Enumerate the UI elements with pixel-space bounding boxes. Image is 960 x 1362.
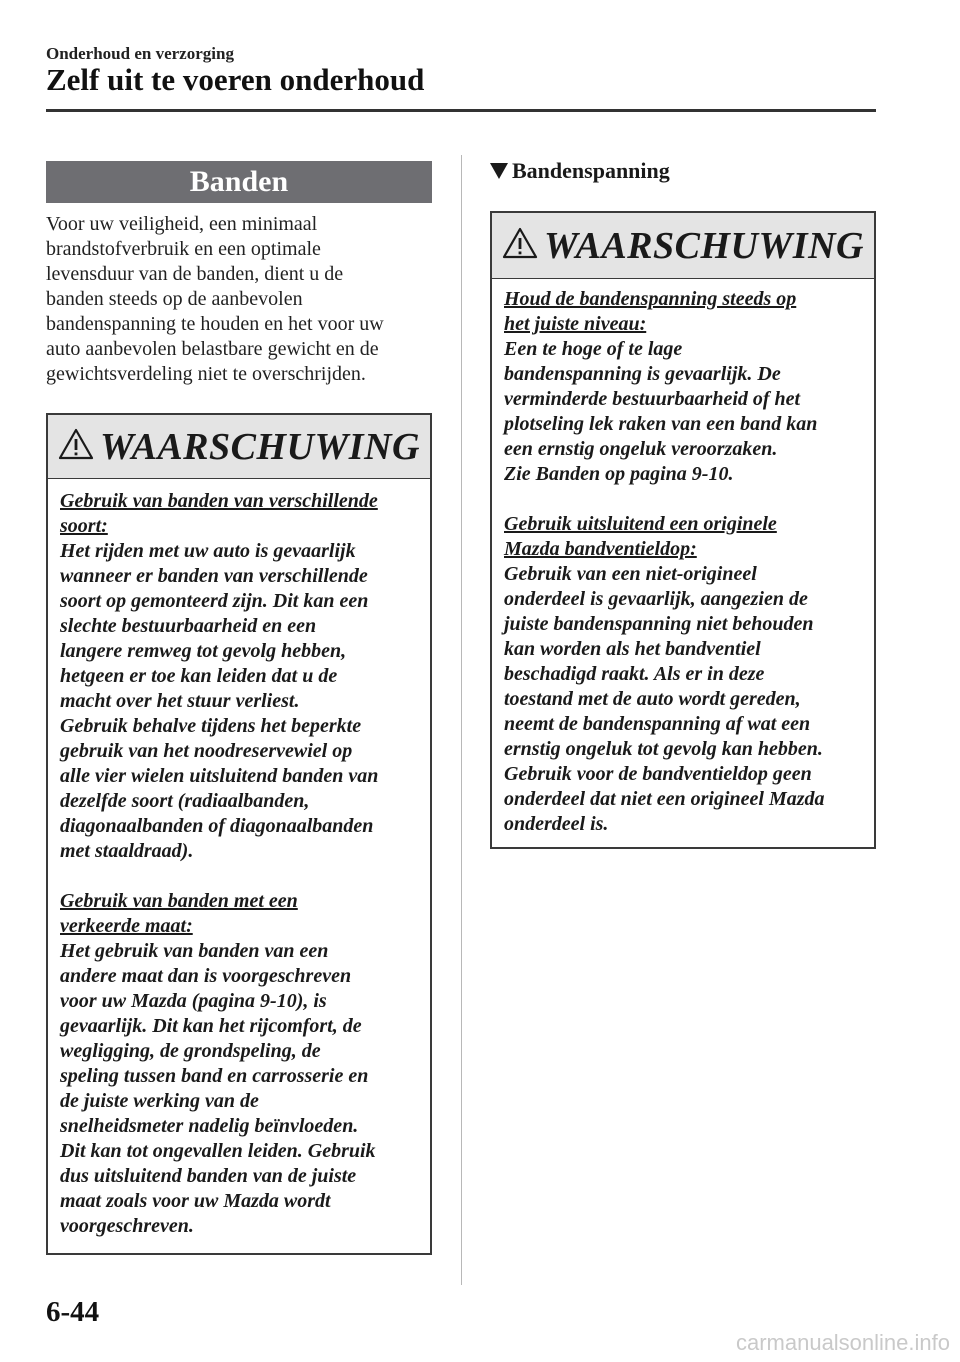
warning-line: Een te hoge of te lage <box>504 338 683 360</box>
warning-line: Gebruik behalve tijdens het beperkte <box>60 715 362 737</box>
warning-subheading: soort: <box>60 515 108 537</box>
paragraph-gap <box>504 487 864 512</box>
warning-subheading: Gebruik van banden met een <box>60 890 298 912</box>
warning-line: snelheidsmeter nadelig beïnvloeden. <box>60 1115 359 1137</box>
subsection-heading <box>490 158 670 184</box>
warning-line: onderdeel is gevaarlijk, aangezien de <box>504 588 808 610</box>
intro-line: auto aanbevolen belastbare gewicht en de <box>46 338 379 360</box>
warning-line: voor uw Mazda (pagina 9-10), is <box>60 990 327 1012</box>
warning-line: slechte bestuurbaarheid en een <box>60 615 317 637</box>
page-number: 6-44 <box>46 1296 100 1328</box>
warning-subheading: Mazda bandventieldop: <box>504 538 697 560</box>
title-rule <box>46 109 876 112</box>
warning-triangle-icon <box>502 227 544 264</box>
warning-line: langere remweg tot gevolg hebben, <box>60 640 347 662</box>
warning-line: andere maat dan is voorgeschreven <box>60 965 352 987</box>
warning-box-left <box>46 413 432 1255</box>
warning-line: wanneer er banden van verschillende <box>60 565 368 587</box>
warning-line: voorgeschreven. <box>60 1215 194 1237</box>
warning-subheading: verkeerde maat: <box>60 915 193 937</box>
warning-line: Gebruik voor de bandventieldop geen <box>504 763 812 785</box>
warning-body <box>492 279 874 837</box>
section-kicker: Onderhoud en verzorging <box>46 44 234 63</box>
warning-line: kan worden als het bandventiel <box>504 638 761 660</box>
warning-box-right <box>490 211 876 849</box>
warning-line: juiste bandenspanning niet behouden <box>504 613 814 635</box>
warning-header <box>492 213 874 279</box>
intro-line: bandenspanning te houden en het voor uw <box>46 313 384 335</box>
page-title: Zelf uit te voeren onderhoud <box>46 62 425 97</box>
warning-title: WAARSCHUWING <box>544 224 864 267</box>
warning-line: wegligging, de grondspeling, de <box>60 1040 321 1062</box>
warning-subheading: het juiste niveau: <box>504 313 647 335</box>
warning-line: Dit kan tot ongevallen leiden. Gebruik <box>60 1140 376 1162</box>
warning-line: soort op gemonteerd zijn. Dit kan een <box>60 590 369 612</box>
warning-line: Gebruik van een niet-origineel <box>504 563 757 585</box>
warning-line: met staaldraad). <box>60 840 194 862</box>
warning-line: onderdeel is. <box>504 813 609 835</box>
warning-line: toestand met de auto wordt gereden, <box>504 688 801 710</box>
triangle-bullet-icon <box>490 163 508 179</box>
warning-line: onderdeel dat niet een origineel Mazda <box>504 788 825 810</box>
warning-line: neemt de bandenspanning af wat een <box>504 713 811 735</box>
intro-paragraph <box>46 212 438 387</box>
warning-line: bandenspanning is gevaarlijk. De <box>504 363 781 385</box>
warning-line: gevaarlijk. Dit kan het rijcomfort, de <box>60 1015 362 1037</box>
warning-line: plotseling lek raken van een band kan <box>504 413 818 435</box>
warning-line: verminderde bestuurbaarheid of het <box>504 388 801 410</box>
warning-line: een ernstig ongeluk veroorzaken. <box>504 438 778 460</box>
warning-line: hetgeen er toe kan leiden dat u de <box>60 665 338 687</box>
warning-header <box>48 415 430 479</box>
warning-line: de juiste werking van de <box>60 1090 259 1112</box>
warning-line: dus uitsluitend banden van de juiste <box>60 1165 357 1187</box>
warning-subheading: Houd de bandenspanning steeds op <box>504 288 797 310</box>
warning-line: speling tussen band en carrosserie en <box>60 1065 369 1087</box>
warning-line: ernstig ongeluk tot gevolg kan hebben. <box>504 738 823 760</box>
section-banner: Banden <box>46 161 432 203</box>
warning-line: Het gebruik van banden van een <box>60 940 329 962</box>
intro-line: Voor uw veiligheid, een minimaal <box>46 213 318 235</box>
warning-line: maat zoals voor uw Mazda wordt <box>60 1190 331 1212</box>
warning-line: Het rijden met uw auto is gevaarlijk <box>60 540 356 562</box>
intro-line: banden steeds op de aanbevolen <box>46 288 303 310</box>
warning-title: WAARSCHUWING <box>100 425 420 468</box>
intro-line: levensduur van de banden, dient u de <box>46 263 344 285</box>
warning-body <box>48 479 430 1239</box>
intro-line: brandstofverbruik en een optimale <box>46 238 321 260</box>
warning-line: diagonaalbanden of diagonaalbanden <box>60 815 374 837</box>
warning-line: macht over het stuur verliest. <box>60 690 300 712</box>
warning-triangle-icon <box>58 428 100 465</box>
warning-subheading: Gebruik uitsluitend een originele <box>504 513 777 535</box>
column-divider <box>461 155 462 1285</box>
warning-line: dezelfde soort (radiaalbanden, <box>60 790 310 812</box>
subsection-heading-label: Bandenspanning <box>512 158 670 183</box>
warning-line: alle vier wielen uitsluitend banden van <box>60 765 379 787</box>
paragraph-gap <box>60 864 420 889</box>
warning-line: gebruik van het noodreservewiel op <box>60 740 353 762</box>
intro-line: gewichtsverdeling niet te overschrijden. <box>46 363 366 385</box>
warning-subheading: Gebruik van banden van verschillende <box>60 490 378 512</box>
warning-line: Zie Banden op pagina 9-10. <box>504 463 734 485</box>
watermark: carmanualsonline.info <box>735 1330 950 1355</box>
warning-line: beschadigd raakt. Als er in deze <box>504 663 765 685</box>
